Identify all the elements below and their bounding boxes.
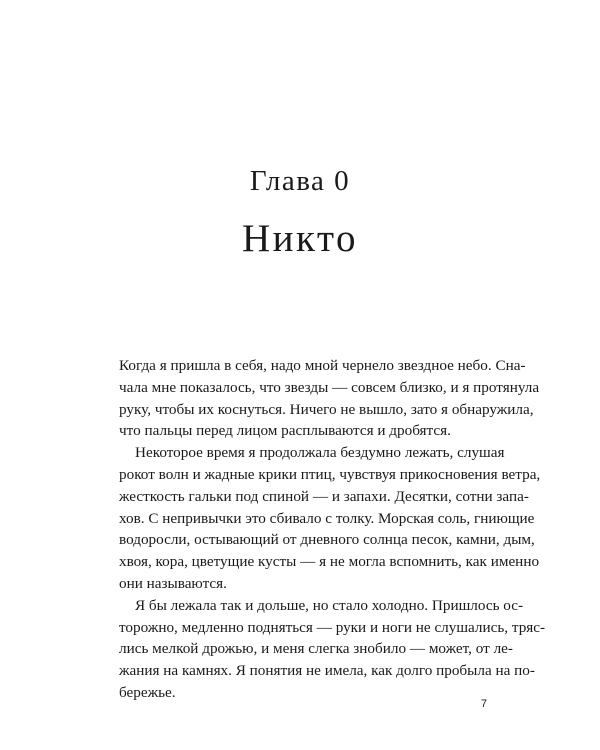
- text-line: жесткость гальки под спиной — и запахи. Десятки, сотни запа-: [119, 487, 529, 505]
- chapter-title: Никто: [242, 217, 358, 260]
- text-line: чала мне показалось, что звезды — совсем близко, и я протянула: [119, 378, 540, 396]
- text-line: хвоя, кора, цветущие кусты — я не могла вспомнить, как именно: [119, 553, 540, 571]
- text-line: Я бы лежала так и дольше, но стало холодно. Пришлось ос-: [135, 596, 524, 614]
- text-line: Когда я пришла в себя, надо мной чернело звездное небо. Сна-: [119, 357, 526, 374]
- paragraph-1: [119, 355, 540, 442]
- paragraph-2: [119, 442, 541, 595]
- text-line: жания на камнях. Я понятия не имела, как долго пробыла на по-: [119, 662, 535, 680]
- text-line: торожно, медленно подняться — руки и ноги не слушались, тряс-: [119, 618, 546, 636]
- page-number: 7: [480, 698, 487, 710]
- text-line: руку, чтобы их коснуться. Ничего не вышло, зато я обнаружила,: [119, 400, 534, 418]
- text-line: что пальцы перед лицом расплываются и дробятся.: [119, 422, 451, 440]
- paragraph-3: [119, 595, 546, 704]
- text-line: хов. С непривычки это сбивало с толку. Морская соль, гниющие: [119, 509, 535, 527]
- body-text: [119, 355, 546, 704]
- chapter-label: Глава 0: [249, 165, 351, 197]
- text-line: рокот волн и жадные крики птиц, чувствуя прикосновения ветра,: [119, 465, 541, 483]
- text-line: они называются.: [119, 574, 227, 592]
- text-line: водоросли, остывающий от дневного солнца песок, камни, дым,: [119, 531, 535, 549]
- text-line: лись мелкой дрожью, и меня слегка знобило — может, от ле-: [119, 640, 513, 658]
- text-line: Некоторое время я продолжала бездумно лежать, слушая: [135, 444, 505, 462]
- text-line: бережье.: [119, 683, 176, 701]
